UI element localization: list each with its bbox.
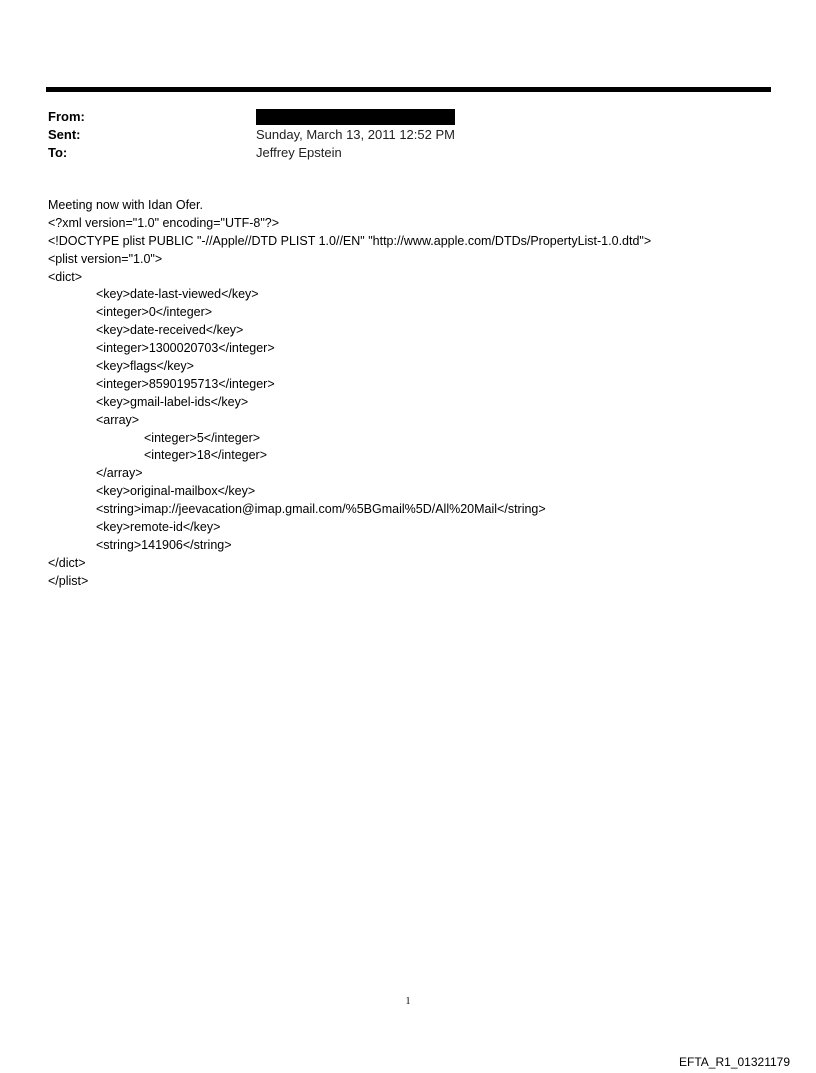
from-label: From: [48,109,85,124]
body-line: <integer>5</integer> [144,430,261,445]
sent-row [48,126,748,144]
body-line: <?xml version="1.0" encoding="UTF-8"?> [48,215,280,230]
body-line: <dict> [48,269,83,284]
body-line: <key>remote-id</key> [96,520,221,535]
body-line: <key>flags</key> [96,359,194,374]
body-line: <integer>1300020703</integer> [96,341,275,356]
body-line: Meeting now with Idan Ofer. [48,198,203,212]
body-line: <plist version="1.0"> [48,251,163,266]
body-line: <!DOCTYPE plist PUBLIC "-//Apple//DTD PLIST 1.0//EN" "http://www.apple.com/DTDs/PropertyList-1.0.dtd"> [48,233,652,248]
redaction-bar [256,109,455,125]
to-row [48,144,748,162]
body-line: </plist> [48,573,89,588]
sent-label: Sent: [48,127,81,142]
from-row [48,108,748,126]
to-label: To: [48,145,68,160]
page-number: 1 [405,996,411,1007]
body-line: <key>date-received</key> [96,323,244,338]
body-line: </dict> [48,555,86,570]
email-body [48,197,788,591]
body-line: </array> [96,466,143,481]
body-line: <string>imap://jeevacation@imap.gmail.com/%5BGmail%5D/All%20Mail</string> [96,502,546,517]
body-line: <key>date-last-viewed</key> [96,287,259,302]
body-line: <key>gmail-label-ids</key> [96,394,249,409]
body-line: <array> [96,412,140,427]
body-line: <integer>18</integer> [144,448,268,463]
sent-value: Sunday, March 13, 2011 12:52 PM [256,127,455,142]
body-line: <integer>8590195713</integer> [96,376,275,391]
body-line: <key>original-mailbox</key> [96,484,256,499]
document-id: EFTA_R1_01321179 [679,1055,790,1069]
header-divider [46,87,771,92]
body-line: <string>141906</string> [96,537,232,552]
body-line: <integer>0</integer> [96,305,213,320]
to-value: Jeffrey Epstein [256,145,342,160]
email-header [48,108,748,162]
